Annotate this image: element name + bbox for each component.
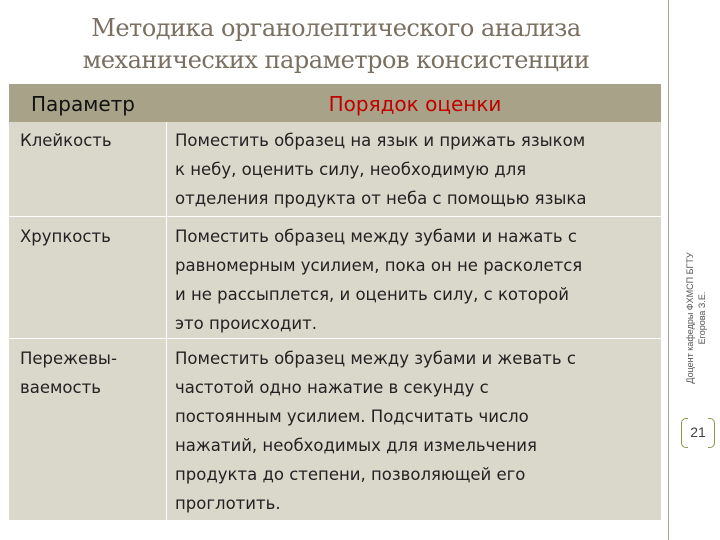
row-divider <box>9 338 661 339</box>
table-row-param <box>20 222 160 251</box>
header-order: Порядок оценки <box>328 92 502 116</box>
side-divider-line <box>668 0 669 540</box>
table-row-desc <box>175 222 659 338</box>
author-note-line-1: Доцент кафедры ФХМСП БГТУ <box>685 252 695 384</box>
param-text: Хрупкость <box>20 227 111 246</box>
table-row-param <box>20 344 160 402</box>
header-param: Параметр <box>31 92 135 116</box>
desc-line: Поместить образец между зубами и нажать с <box>175 227 577 246</box>
param-text: ваемость <box>20 378 101 397</box>
desc-line: постоянным усилием. Подсчитать число <box>175 407 529 426</box>
desc-line: частотой одно нажатие в секунду с <box>175 378 489 397</box>
column-divider <box>166 122 167 520</box>
table-row-desc <box>175 344 659 518</box>
desc-line: и не рассыплется, и оценить силу, с которой <box>175 285 570 304</box>
param-text: Клейкость <box>20 131 112 150</box>
author-note-line-2: Егорова З.Е. <box>697 291 707 345</box>
desc-line: Поместить образец на язык и прижать языком <box>175 131 586 150</box>
desc-line: Поместить образец между зубами и жевать с <box>175 349 576 368</box>
table-row-param <box>20 126 160 155</box>
desc-line: нажатий, необходимых для измельчения <box>175 436 537 455</box>
slide-title-line-2: механических параметров консистенции <box>82 46 590 74</box>
slide-title-line-1: Методика органолептического анализа <box>91 14 581 42</box>
table-row-desc <box>175 126 659 213</box>
desc-line: это происходит. <box>175 314 318 333</box>
page-number: 21 <box>681 414 715 450</box>
desc-line: продукта до степени, позволяющей его <box>175 465 526 484</box>
desc-line: отделения продукта от неба с помощью языка <box>175 189 587 208</box>
desc-line: проглотить. <box>175 494 281 513</box>
parameters-table <box>9 84 661 520</box>
desc-line: равномерным усилием, пока он не расколется <box>175 256 583 275</box>
author-note <box>676 228 716 408</box>
desc-line: к небу, оценить силу, необходимую для <box>175 160 527 179</box>
table-header <box>9 84 661 122</box>
row-divider <box>9 216 661 217</box>
param-text: Пережевы- <box>20 349 117 368</box>
slide-title <box>0 12 672 76</box>
